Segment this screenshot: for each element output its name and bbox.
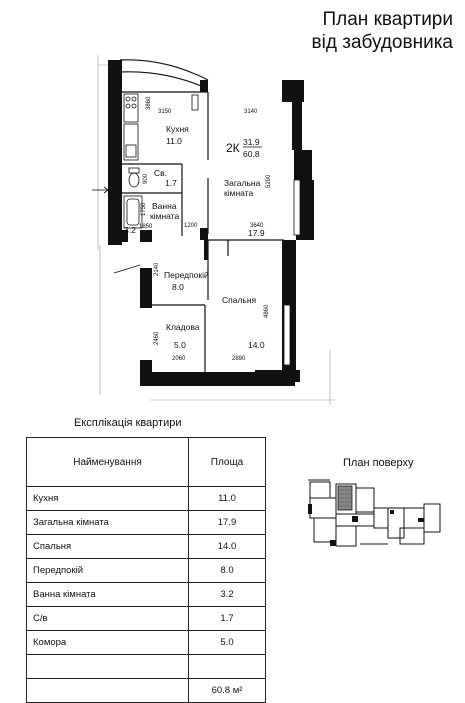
table-row <box>27 607 266 631</box>
table-row <box>27 535 266 559</box>
room-area-cell: 1.7 <box>189 607 266 631</box>
room-name-cell: Спальня <box>27 535 189 559</box>
room-area-toilet: 1.7 <box>165 178 177 188</box>
dimension-label: 2460 <box>154 331 160 345</box>
room-area-kitchen: 11.0 <box>166 136 182 146</box>
dimension-label: 4860 <box>264 304 270 318</box>
dimension-label: 2140 <box>154 262 160 276</box>
room-label-hallway: Передпокій <box>164 270 209 280</box>
table-header-row <box>27 438 266 487</box>
table-row <box>27 487 266 511</box>
room-name-cell: Ванна кімната <box>27 583 189 607</box>
room-area-cell: 8.0 <box>189 559 266 583</box>
living-area: 31.9 <box>243 137 260 147</box>
table-row <box>27 631 266 655</box>
room-area-cell: 3.2 <box>189 583 266 607</box>
room-label-living-2: кімната <box>224 188 254 198</box>
kitchen-fixtures <box>124 94 138 160</box>
room-label-bathroom-2: кімната <box>150 211 180 221</box>
dimension-label: 1200 <box>184 223 198 229</box>
title-line-1: План квартири <box>322 9 453 30</box>
room-area-hallway: 8.0 <box>172 282 184 292</box>
column-header-name: Найменування <box>27 438 189 487</box>
room-area-cell: 5.0 <box>189 631 266 655</box>
room-area-cell: 11.0 <box>189 487 266 511</box>
room-area-cell: 14.0 <box>189 535 266 559</box>
total-area-cell: 60.8 м² <box>189 679 266 703</box>
dimension-label: 3150 <box>158 109 172 115</box>
room-area-storage: 5.0 <box>174 340 186 350</box>
apartment-type: 2К <box>226 141 240 155</box>
dimension-label: 3140 <box>244 109 258 115</box>
room-label-storage: Кладова <box>166 322 200 332</box>
room-name-cell: С/в <box>27 607 189 631</box>
floor-plan-title: План поверху <box>343 457 414 469</box>
dimension-label: 900 <box>143 173 149 184</box>
dimension-label: 3640 <box>250 223 264 229</box>
explication-title: Експлікація квартири <box>74 417 182 429</box>
column-header-area: Площа <box>189 438 266 487</box>
title-line-2: від забудовника <box>311 32 453 53</box>
empty-cell <box>27 655 189 679</box>
explication-table <box>26 437 266 703</box>
dimension-label: 2060 <box>172 356 186 362</box>
total-area: 60.8 <box>243 149 260 159</box>
floor-plan-thumbnail <box>300 474 450 554</box>
empty-cell <box>189 655 266 679</box>
dimension-label: 2890 <box>232 356 246 362</box>
room-label-living-1: Загальна <box>224 178 261 188</box>
room-name-cell: Передпокій <box>27 559 189 583</box>
table-row <box>27 559 266 583</box>
bathroom-fixtures <box>124 168 142 228</box>
room-label-kitchen: Кухня <box>166 124 189 134</box>
dimension-label: 3860 <box>146 96 152 110</box>
room-name-cell: Загальна кімната <box>27 511 189 535</box>
table-row <box>27 655 266 679</box>
room-name-cell: Кухня <box>27 487 189 511</box>
room-label-bathroom-1: Ванна <box>152 201 177 211</box>
room-label-toilet: Св. <box>154 168 168 178</box>
room-label-bedroom: Спальня <box>222 295 257 305</box>
dimension-label: 1850 <box>139 224 153 230</box>
room-name-cell: Комора <box>27 631 189 655</box>
dimension-label: 1750 <box>141 202 147 216</box>
room-area-living: 17.9 <box>248 228 265 238</box>
room-area-bedroom: 14.0 <box>248 340 265 350</box>
table-row <box>27 511 266 535</box>
dimension-label: 5290 <box>266 174 272 188</box>
room-area-bathroom: 3.2 <box>124 225 136 235</box>
room-area-cell: 17.9 <box>189 511 266 535</box>
table-row <box>27 583 266 607</box>
